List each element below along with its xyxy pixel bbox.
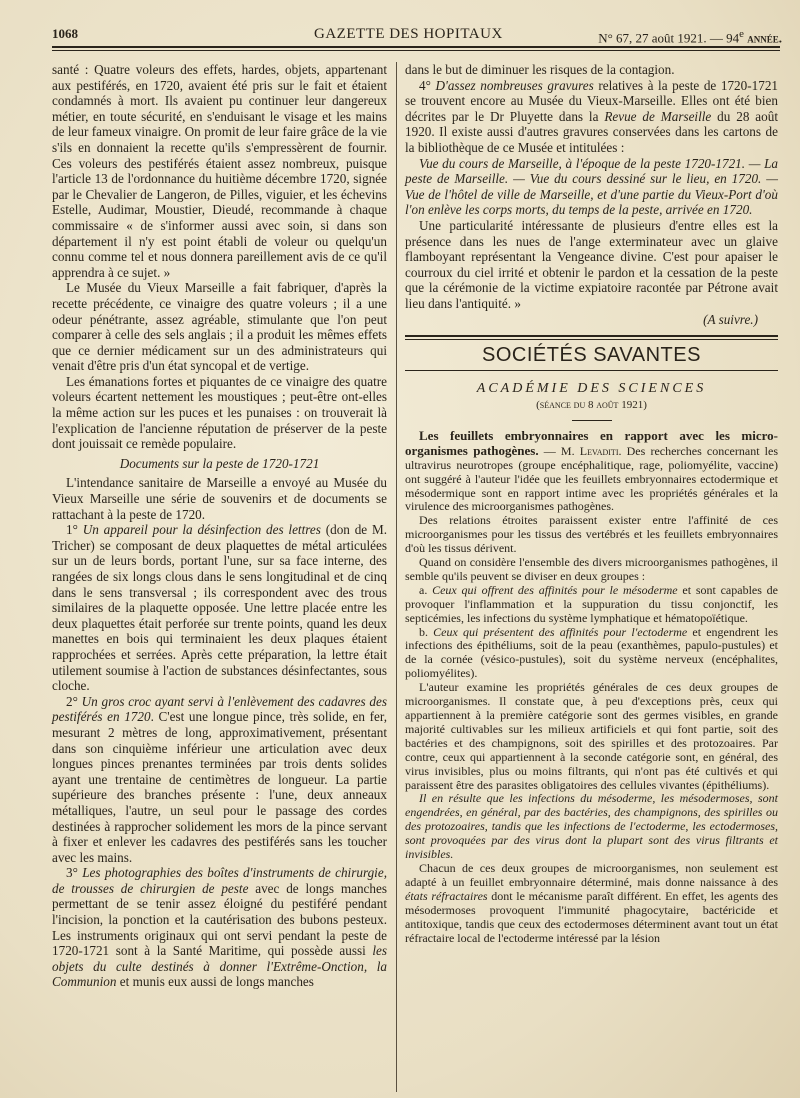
paragraph: Chacun de ces deux groupes de microorganismes, non seulement est adapté à un feuillet embryonnaire déterminé, mais donne naissance à des états réfractaires dont le mécanisme paraît différent. En effet, les agents des mésodermoses provoquent l'immunité phagocytaire, bactéricide et antitoxique, tandis que ceux des ectodermoses déterminent avant tout un état réfractaire local de l'ectoderme intéressé par la lésion bbox=[405, 860, 778, 945]
paragraph: Quand on considère l'ensemble des divers microorganismes pathogènes, il semble qu'ils peuvent se diviser en deux groupes : bbox=[405, 555, 778, 583]
paragraph: 3° Les photographies des boîtes d'instruments de chirurgie, de trousses de chirurgien de peste avec de longs manches permettant de se tenir assez éloigné du pestiféré pendant l'incision, la ponction et la cautérisation des bubons pesteux. Les instruments originaux qui ont servi pendant la peste de 1720-1721 sont à la Santé Maritime, qui possède aussi les objets du culte destinés à donner l'Extrême-Onction, la Communion et munis eux aussi de longs manches bbox=[52, 865, 387, 990]
paragraph: b. Ceux qui présentent des affinités pour l'ectoderme et engendrent les infections des épithéliums, soit de la peau (exanthèmes, papulo-pustules) et de la cornée (vésico-pustules), soit du système nerveux (encéphalites, poliomyélites). bbox=[405, 624, 778, 681]
to-be-continued: (A suivre.) bbox=[703, 311, 758, 327]
academy-heading: ACADÉMIE DES SCIENCES bbox=[476, 380, 707, 396]
paragraph: Les feuillets embryonnaires en rapport avec les micro-organismes pathogènes. — M. Levaditi. Des recherches concernant les ultravirus neurotropes (groupe encéphalitique, rage, poliomyélite, vaccine) ont suggéré à l'auteur l'idée que les feuillets embryonnaires ectodermique et mésodermique sont en rapport intime avec les propriétés générales et la virulence des microorganismes pathogènes. bbox=[405, 427, 779, 514]
column-divider bbox=[396, 62, 397, 1092]
paragraph: dans le but de diminuer les risques de la contagion. bbox=[405, 62, 675, 77]
paragraph: 2° Un gros croc ayant servi à l'enlèvement des cadavres des pestiférés en 1720. C'est une longue pince, très solide, en fer, mesurant 2 mètres de long, approximativement, présentant dans son cinquième inférieur une articulation avec deux longues pinces prenantes terminées par trois dents solides ayant une trentaine de centimètres de longueur. La partie supérieure des branches présente : l'une, deux anneaux métalliques, l'autre, un seul pour le passage des cordes destinées à rapprocher solidement les mors de la pince servant à fixer et enlever les cadavres des pestiférés sans les toucher avec les mains. bbox=[52, 693, 387, 865]
paragraph: Les émanations fortes et piquantes de ce vinaigre des quatre voleurs écartent nettement les moustiques ; peut-être ont-elles la même action sur les puces et les punaises : on trouverait là l'explication de l'ancienne réputation de préserver de la peste dont jouissait ce remède populaire. bbox=[52, 373, 387, 452]
left-column bbox=[52, 62, 387, 990]
paragraph: 1° Un appareil pour la désinfection des lettres (don de M. Tricher) se composant de deux plaquettes de métal articulées sur un de leurs bords, portant l'une, sur sa face interne, des rangées de six longs clous dans le sens longitudinal et de cinq dans le sens transversal ; ils correspondent avec des trous similaires de la plaquette opposée. Une lettre placée entre les deux plaquettes était perforée sur trente points, quand les deux manettes en bois qui terminaient les deux plaques étaient rapprochées et serrées. Après cette préparation, la lettre était utilement soumise à l'action de substances désinfectantes, sous cloche. bbox=[52, 522, 387, 694]
paragraph: Une particularité intéressante de plusieurs d'entre elles est la présence dans les nues de l'ange exterminateur avec un glaive flamboyant représentant la Vengeance divine. C'est pour apaiser le courroux du ciel irrité et obtenir le pardon et la cessation de la peste que la cérémonie de la victime expiatoire racontée par Pétrone avait lieu dans l'antiquité. » bbox=[405, 217, 778, 311]
paragraph: Des relations étroites paraissent exister entre l'affinité de ces microorganismes pour les tissus des vertébrés et les feuillets embryonnaires d'où les tissus dérivent. bbox=[405, 513, 778, 556]
right-column bbox=[405, 62, 778, 945]
section-heading: Documents sur la peste de 1720-1721 bbox=[119, 455, 320, 471]
divider bbox=[405, 370, 778, 371]
engraving-list: Vue du cours de Marseille, à l'époque de la peste 1720-1721. — La peste de Marseille. — Vue du cours dessiné sur le lieu, en 1720. — Vue de l'hôtel de ville de Marseille, et d'une partie du Vieux-Port d'où l'on enlève les corps morts, du temps de la peste, arrivée en 1720. bbox=[405, 155, 778, 218]
paragraph: Le Musée du Vieux Marseille a fait fabriquer, d'après la recette précédente, ce vinaigre des quatre voleurs ; il a une odeur pénétrante, assez agréable, stimulante que l'on peut comparer à celle des sels anglais ; il a produit les mêmes effets que ce dernier médicament sur un des administrateurs qui venait d'être pris d'un état syncopal et de vertige. bbox=[52, 280, 387, 374]
section-title: SOCIÉTÉS SAVANTES bbox=[482, 344, 701, 367]
session-date: (séance du 8 août 1921) bbox=[536, 399, 647, 412]
academy-report bbox=[405, 429, 778, 946]
paragraph: Il en résulte que les infections du mésoderme, les mésodermoses, sont engendrées, en général, par des bactéries, des champignons, des spirilles ou des protozoaires, tandis que les infections de l'ectoderme, les ectodermoses, sont provoquées par des virus dont la plupart sont des virus filtrants et invisibles. bbox=[405, 791, 778, 862]
page-header bbox=[52, 24, 782, 46]
issue-info: N° 67, 27 août 1921. — 94e année. bbox=[598, 28, 782, 46]
paragraph: L'intendance sanitaire de Marseille a envoyé au Musée du Vieux Marseille une série de souvenirs et de documents se rattachant à la peste de 1720. bbox=[52, 475, 387, 522]
header-rule bbox=[52, 46, 780, 48]
page-number: 1068 bbox=[52, 26, 78, 41]
divider bbox=[572, 420, 612, 421]
paragraph: a. Ceux qui offrent des affinités pour le mésoderme et sont capables de provoquer l'inflammation et la suppuration du tissu conjonctif, les septicémies, les infections du système lymphatique et hématopoïétique. bbox=[405, 582, 778, 625]
header-rule-thin bbox=[52, 50, 780, 51]
paragraph: santé : Quatre voleurs des effets, hardes, objets, appartenant aux pestiférés, en 1720, avaient été pris sur le fait et étaient condamnés à mort. Ils avaient pu continuer leur dangereux métier, en toute sécurité, en s'enduisant le visage et les mains de leur fameux vinaigre. On promit de leur faire grâce de la vie s'ils en donnaient la recette qu'ils s'empressèrent de fournir. Ces voleurs des pestiférés étaient assez nombreux, puisque l'article 13 de l'ordonnance du huitième décembre 1720, signée par le Chevalier de Langeron, de Pilles, viguier, et les échevins Estelle, Audimar, Moustier, Dieudé, recommande à chaque commissaire « de s'informer aussi avec soin, si dans son département il n'y est point établi de voleur ou quelqu'un connu comme tel et nous donnera pareillement avis de ce qu'il apprendra à ce sujet. » bbox=[52, 62, 387, 280]
journal-title: GAZETTE DES HOPITAUX bbox=[314, 26, 503, 42]
paragraph: 4° D'assez nombreuses gravures relatives à la peste de 1720-1721 se trouvent encore au Musée du Vieux-Marseille. Elles ont été bien décrites par le Dr Pluyette dans la Revue de Marseille du 28 août 1920. Il existe aussi d'autres gravures conservées dans les cartons de la bibliothèque de ce Musée et intitulées : bbox=[405, 77, 779, 155]
section-separator bbox=[405, 335, 778, 340]
paragraph: L'auteur examine les propriétés générales de ces deux groupes de microorganismes. Il constate que, à peu d'exceptions près, ceux qui appartiennent à la première catégorie sont des germes visibles, en grande majorité cultivables sur les milieux artificiels et qui font partie, soit des bactéries et des champignons, soit des spirilles et des protozoaires. Par contre, ceux qui appartiennent à la seconde catégorie sont, en général, des virus invisibles, plus ou moins filtrants, qui n'ont pas été cultivés et qui paraissent être des parasites obligatoires des cellules vivantes (épithéliums). bbox=[405, 680, 778, 792]
